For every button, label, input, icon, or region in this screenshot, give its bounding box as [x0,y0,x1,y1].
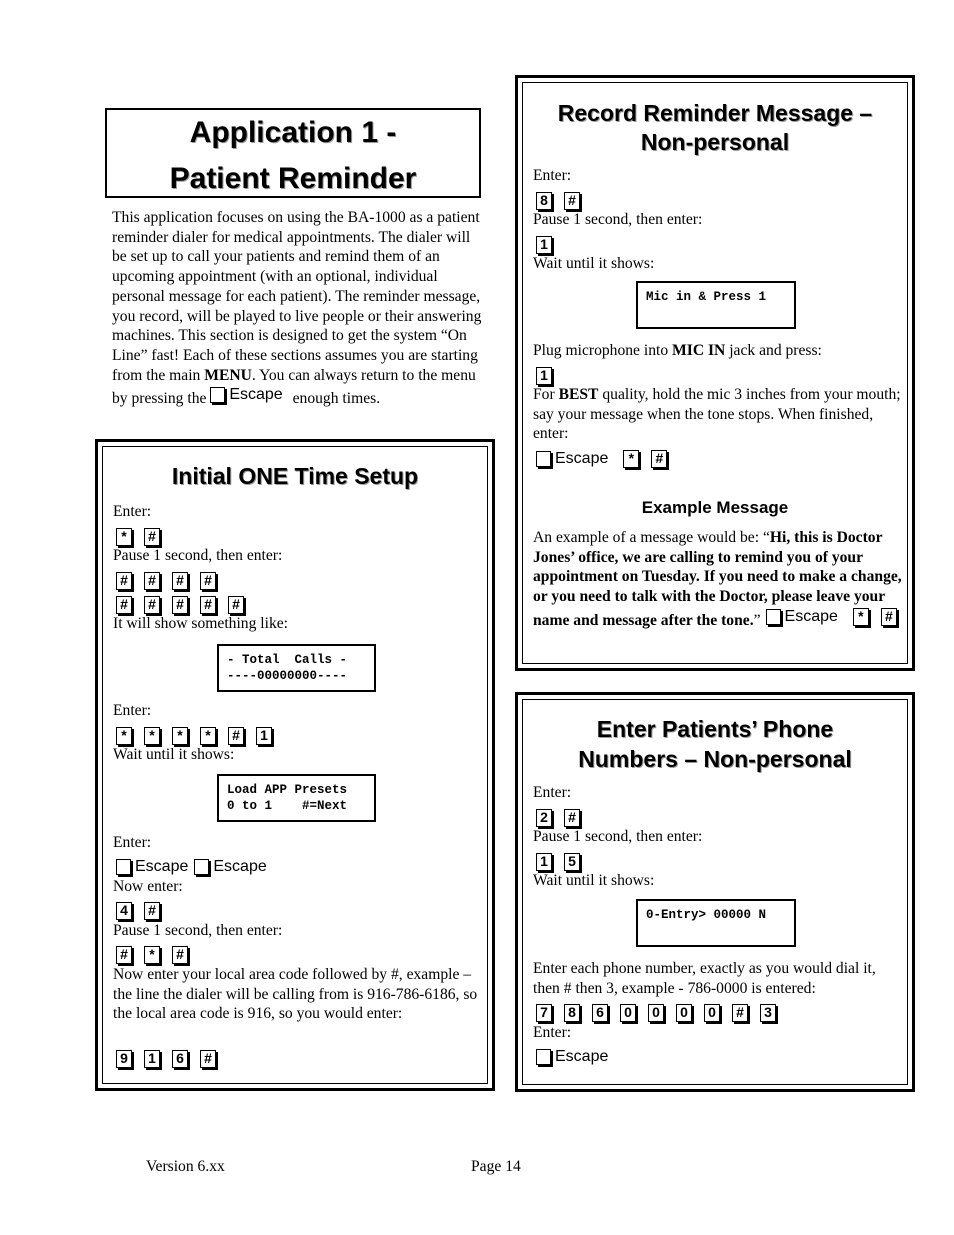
escape-label: Escape [229,386,283,404]
setup-escape-keys [116,858,273,876]
escape-label: Escape [213,858,267,875]
record-for: For [533,386,559,403]
key-icon: 0 [620,1004,636,1022]
key-icon: * [172,727,188,745]
setup-keys-1 [116,528,163,546]
key-icon: 0 [704,1004,720,1022]
key-icon: # [200,1050,216,1068]
record-panel [515,75,915,671]
key-icon: # [144,902,160,920]
lcd-mic-in: Mic in & Press 1 [636,281,796,329]
phones-panel [515,692,915,1092]
key-icon: 4 [116,902,132,920]
escape-label: Escape [784,607,838,625]
escape-label: Escape [555,450,609,467]
footer-version: Version 6.xx [146,1158,225,1175]
key-icon: # [564,809,580,827]
key-icon: 8 [536,192,552,210]
key-icon: 3 [760,1004,776,1022]
setup-keys-6 [116,1050,219,1068]
key-icon: 0 [676,1004,692,1022]
setup-now-enter: Now enter: [113,878,183,895]
page-title-line-2: Patient Reminder [169,162,417,195]
key-icon: * [853,608,869,626]
escape-key-icon [194,859,209,875]
phones-keys-2 [536,853,583,871]
setup-pause-2: Pause 1 second, then enter: [113,922,283,939]
example-b: Hi, this is Doctor Jones’ office, we are calling to remind you of your appointment on Tuesday. If you need to make a change, or you need to talk with the Doctor, please leave your name and message after the tone. [533,529,902,629]
record-plug-b: MIC IN [672,342,726,359]
escape-key [766,607,838,627]
phones-keys-3 [536,1004,779,1022]
key-icon: 1 [536,236,552,254]
setup-keys-4 [116,902,163,920]
key-icon: 6 [172,1050,188,1068]
record-keys-1 [536,192,583,210]
example-c: ” [753,611,761,629]
escape-label: Escape [555,1048,609,1065]
title-box [105,108,481,198]
key-icon: # [172,596,188,614]
escape-key [210,385,282,405]
phones-pause-1: Pause 1 second, then enter: [533,828,703,845]
key-icon: * [144,946,160,964]
key-icon: 1 [536,853,552,871]
setup-pause-1: Pause 1 second, then enter: [113,547,283,564]
key-icon: # [228,596,244,614]
key-icon: 8 [564,1004,580,1022]
escape-key-icon [536,451,551,467]
key-icon: # [732,1004,748,1022]
phones-keys-1 [536,809,583,827]
intro-text-3: enough times. [288,390,381,408]
key-icon: # [144,596,160,614]
lcd-total-calls: - Total Calls - ----00000000---- [217,644,376,692]
key-icon: 6 [592,1004,608,1022]
intro-text: This application focuses on using the BA-1000 as a patient reminder dialer for medical appointments. The dialer will be set up to call your patients and remind them of an upcoming appointment (with an optional, individual personal message for each patient). The reminder message, you record, will be played to live people or their answering machines. This section is designed to get the system “On Line” fast! Each of these sections assumes you are starting from the main [112,209,482,384]
phones-heading-2: Numbers – Non-personal [578,746,852,772]
escape-key [536,450,608,468]
record-keys-2 [536,236,555,254]
setup-keys-3 [116,727,275,745]
setup-show-like: It will show something like: [113,615,288,632]
record-best: BEST [558,386,599,403]
key-icon: 9 [116,1050,132,1068]
key-icon: # [116,946,132,964]
setup-wait-1: Wait until it shows: [113,746,235,763]
key-icon: # [172,572,188,590]
escape-key-icon [210,387,225,403]
key-icon: * [200,727,216,745]
setup-keys-5 [116,946,191,964]
key-icon: * [623,450,639,468]
key-icon: # [116,596,132,614]
escape-label: Escape [135,858,189,875]
record-plug-c: jack and press: [725,342,822,359]
key-icon: # [881,608,897,626]
record-keys-4 [623,450,670,468]
key-icon: # [651,450,667,468]
record-keys-3 [536,367,555,385]
key-icon: # [200,572,216,590]
phones-wait-1: Wait until it shows: [533,872,655,889]
intro-paragraph [112,208,484,409]
key-icon: 1 [144,1050,160,1068]
setup-enter-3: Enter: [113,834,152,851]
example-message [533,528,903,630]
example-a: An example of a message would be: “ [533,529,770,546]
escape-key-icon [766,609,781,625]
key-icon: 1 [256,727,272,745]
setup-enter-1: Enter: [113,503,152,520]
key-icon: # [172,946,188,964]
example-heading: Example Message [641,498,789,517]
example-keys-row [766,607,900,627]
escape-key [116,858,188,876]
record-keys-5 [853,608,900,626]
key-icon: 0 [648,1004,664,1022]
intro-menu: MENU [204,366,252,384]
intro-text-2: . You can always return to the menu by pressing the [112,366,476,408]
footer-page: Page 14 [471,1158,521,1175]
phones-enter-2: Enter: [533,1024,572,1041]
escape-key [194,858,266,876]
record-plug-a: Plug microphone into [533,342,673,359]
key-icon: # [144,528,160,546]
key-icon: 7 [536,1004,552,1022]
record-plug [533,341,903,361]
phones-each: Enter each phone number, exactly as you would dial it, then # then 3, example - 786-0000 is entered: [533,960,876,997]
setup-enter-2: Enter: [113,702,152,719]
key-icon: # [144,572,160,590]
phones-enter-1: Enter: [533,784,572,801]
lcd-entry: 0-Entry> 00000 N [636,899,796,947]
record-quality-text: quality, hold the mic 3 inches from your mouth; say your message when the tone stops. When finished, enter: [533,386,901,443]
key-icon: * [116,727,132,745]
setup-keys-2a [116,572,219,590]
escape-key-icon [536,1049,551,1065]
lcd-load-presets: Load APP Presets 0 to 1 #=Next [217,774,376,822]
key-icon: # [116,572,132,590]
escape-key-icon [116,859,131,875]
key-icon: # [564,192,580,210]
key-icon: 2 [536,809,552,827]
page-title-line-1: Application 1 - [189,116,397,149]
escape-key [536,1048,608,1066]
key-icon: # [228,727,244,745]
record-quality [533,385,903,444]
key-icon: # [200,596,216,614]
setup-keys-2b [116,596,247,614]
record-heading-1: Record Reminder Message – [557,100,873,126]
key-icon: * [116,528,132,546]
record-pause-1: Pause 1 second, then enter: [533,211,703,228]
record-wait-1: Wait until it shows: [533,255,655,272]
setup-heading: Initial ONE Time Setup [171,463,419,489]
record-heading-2: Non-personal [640,129,790,155]
key-icon: 1 [536,367,552,385]
phones-heading-1: Enter Patients’ Phone [596,716,834,742]
setup-area-text: Now enter your local area code followed by #, example – the line the dialer will be calling from is 916-786-6186, so the local area code is 916, so you would enter: [113,966,478,1023]
phones-escape-row [536,1048,614,1070]
key-icon: 5 [564,853,580,871]
key-icon: * [144,727,160,745]
record-enter-1: Enter: [533,167,572,184]
setup-panel [95,439,495,1091]
record-keys-4-row [536,450,670,468]
